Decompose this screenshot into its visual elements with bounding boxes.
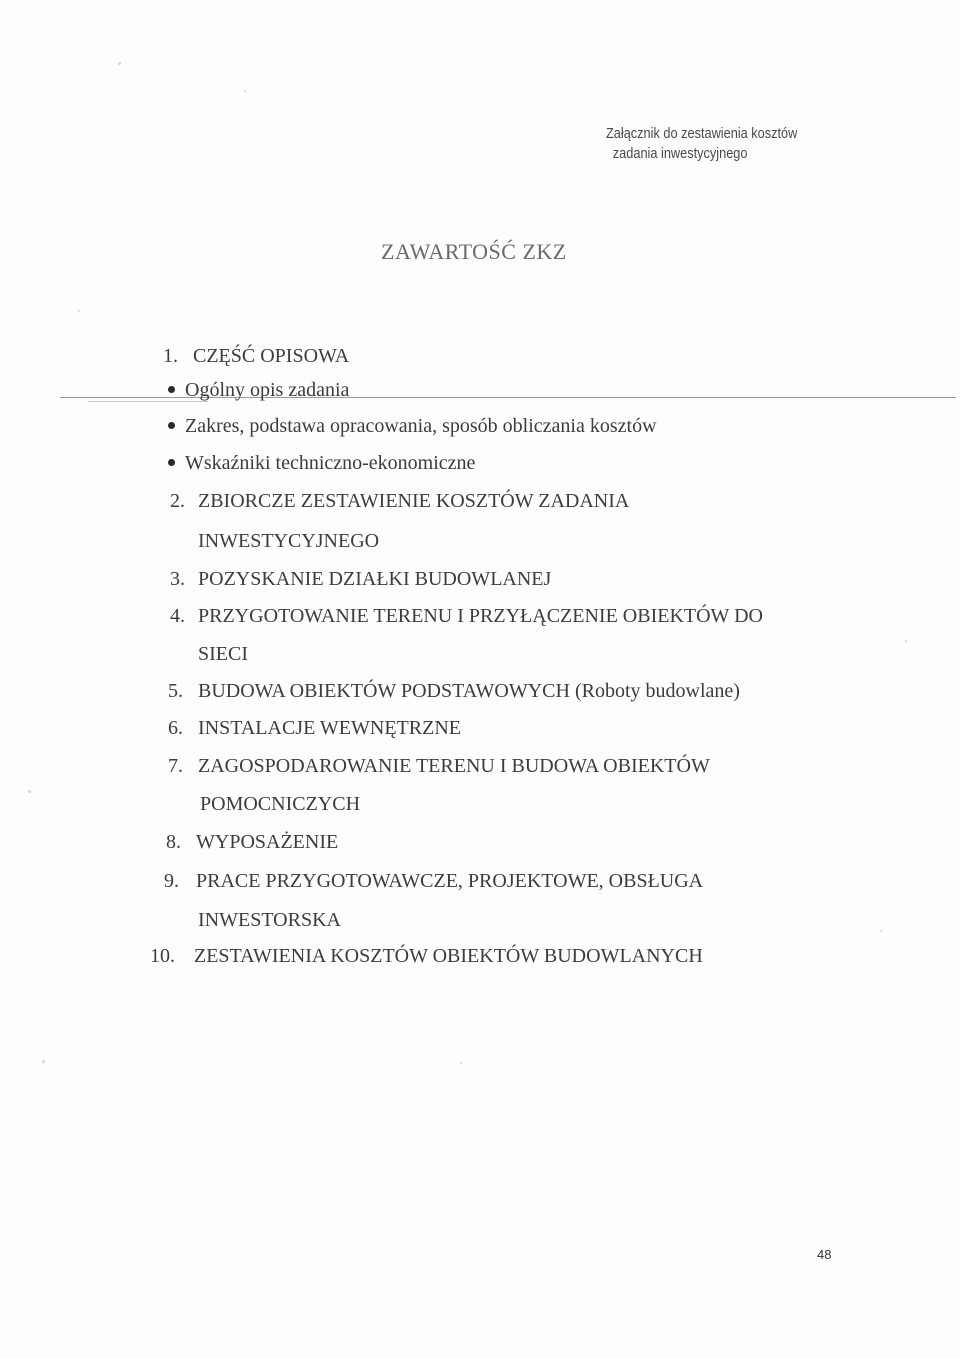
scan-speck [78, 310, 80, 312]
attachment-note [606, 124, 798, 164]
toc-continuation [198, 908, 341, 932]
toc-continuation [198, 642, 248, 666]
scan-speck [880, 930, 882, 932]
toc-text: Wskaźniki techniczno-ekonomiczne [185, 452, 476, 474]
toc-text: ZESTAWIENIA KOSZTÓW OBIEKTÓW BUDOWLANYCH [194, 945, 703, 967]
toc-item-5 [168, 679, 740, 703]
toc-text: WYPOSAŻENIE [196, 831, 339, 853]
scan-speck [28, 790, 31, 793]
scan-speck [244, 90, 246, 92]
toc-item-6 [168, 716, 461, 740]
bullet-icon [168, 386, 175, 393]
toc-item-4 [170, 604, 763, 628]
toc-item-2 [170, 489, 629, 513]
toc-continuation [198, 529, 379, 553]
toc-number: 7. [168, 755, 183, 777]
page-number: 48 [817, 1247, 832, 1262]
toc-text: Zakres, podstawa opracowania, sposób obliczania kosztów [185, 415, 657, 437]
toc-item-7 [168, 754, 710, 778]
toc-item-10 [150, 944, 703, 968]
toc-text: Ogólny opis zadania [185, 379, 350, 401]
toc-text: CZĘŚĆ OPISOWA [193, 345, 350, 367]
scan-speck [42, 1060, 45, 1063]
toc-bullet-item [168, 414, 657, 438]
toc-text: INWESTYCYJNEGO [198, 530, 380, 552]
toc-item-8 [166, 830, 338, 854]
scan-speck [460, 1062, 462, 1064]
toc-text: SIECI [198, 643, 248, 665]
toc-number: 8. [166, 831, 181, 853]
toc-item-3 [170, 567, 551, 591]
toc-text: POZYSKANIE DZIAŁKI BUDOWLANEJ [198, 568, 552, 590]
toc-text: PRACE PRZYGOTOWAWCZE, PROJEKTOWE, OBSŁUGA [196, 870, 704, 892]
scan-speck [905, 640, 907, 642]
toc-text: BUDOWA OBIEKTÓW PODSTAWOWYCH (Roboty budowlane) [198, 680, 740, 702]
toc-number: 5. [168, 680, 183, 702]
toc-item-1 [163, 344, 349, 368]
bullet-icon [168, 422, 175, 429]
toc-text: INSTALACJE WEWNĘTRZNE [198, 717, 461, 739]
toc-item-9 [164, 869, 703, 893]
toc-bullet-item [168, 451, 475, 475]
toc-text: ZAGOSPODAROWANIE TERENU I BUDOWA OBIEKTÓW [198, 755, 710, 777]
toc-text: ZBIORCZE ZESTAWIENIE KOSZTÓW ZADANIA [198, 490, 630, 512]
document-title: ZAWARTOŚĆ ZKZ [381, 239, 567, 264]
toc-text: INWESTORSKA [198, 909, 341, 931]
toc-continuation [200, 792, 360, 816]
attachment-note-line1: Załącznik do zestawienia kosztów [606, 125, 798, 142]
toc-text: PRZYGOTOWANIE TERENU I PRZYŁĄCZENIE OBIEKTÓW DO [198, 605, 763, 627]
toc-number: 3. [170, 568, 185, 590]
toc-number: 10. [150, 945, 175, 967]
toc-number: 4. [170, 605, 185, 627]
bullet-icon [168, 459, 175, 466]
scan-speck [118, 62, 121, 65]
toc-number: 2. [170, 490, 185, 512]
toc-text: POMOCNICZYCH [200, 793, 361, 815]
toc-number: 6. [168, 717, 183, 739]
toc-number: 1. [163, 345, 178, 367]
attachment-note-line2: zadania inwestycyjnego [612, 145, 748, 162]
toc-bullet-item [168, 378, 349, 402]
toc-number: 9. [164, 870, 179, 892]
